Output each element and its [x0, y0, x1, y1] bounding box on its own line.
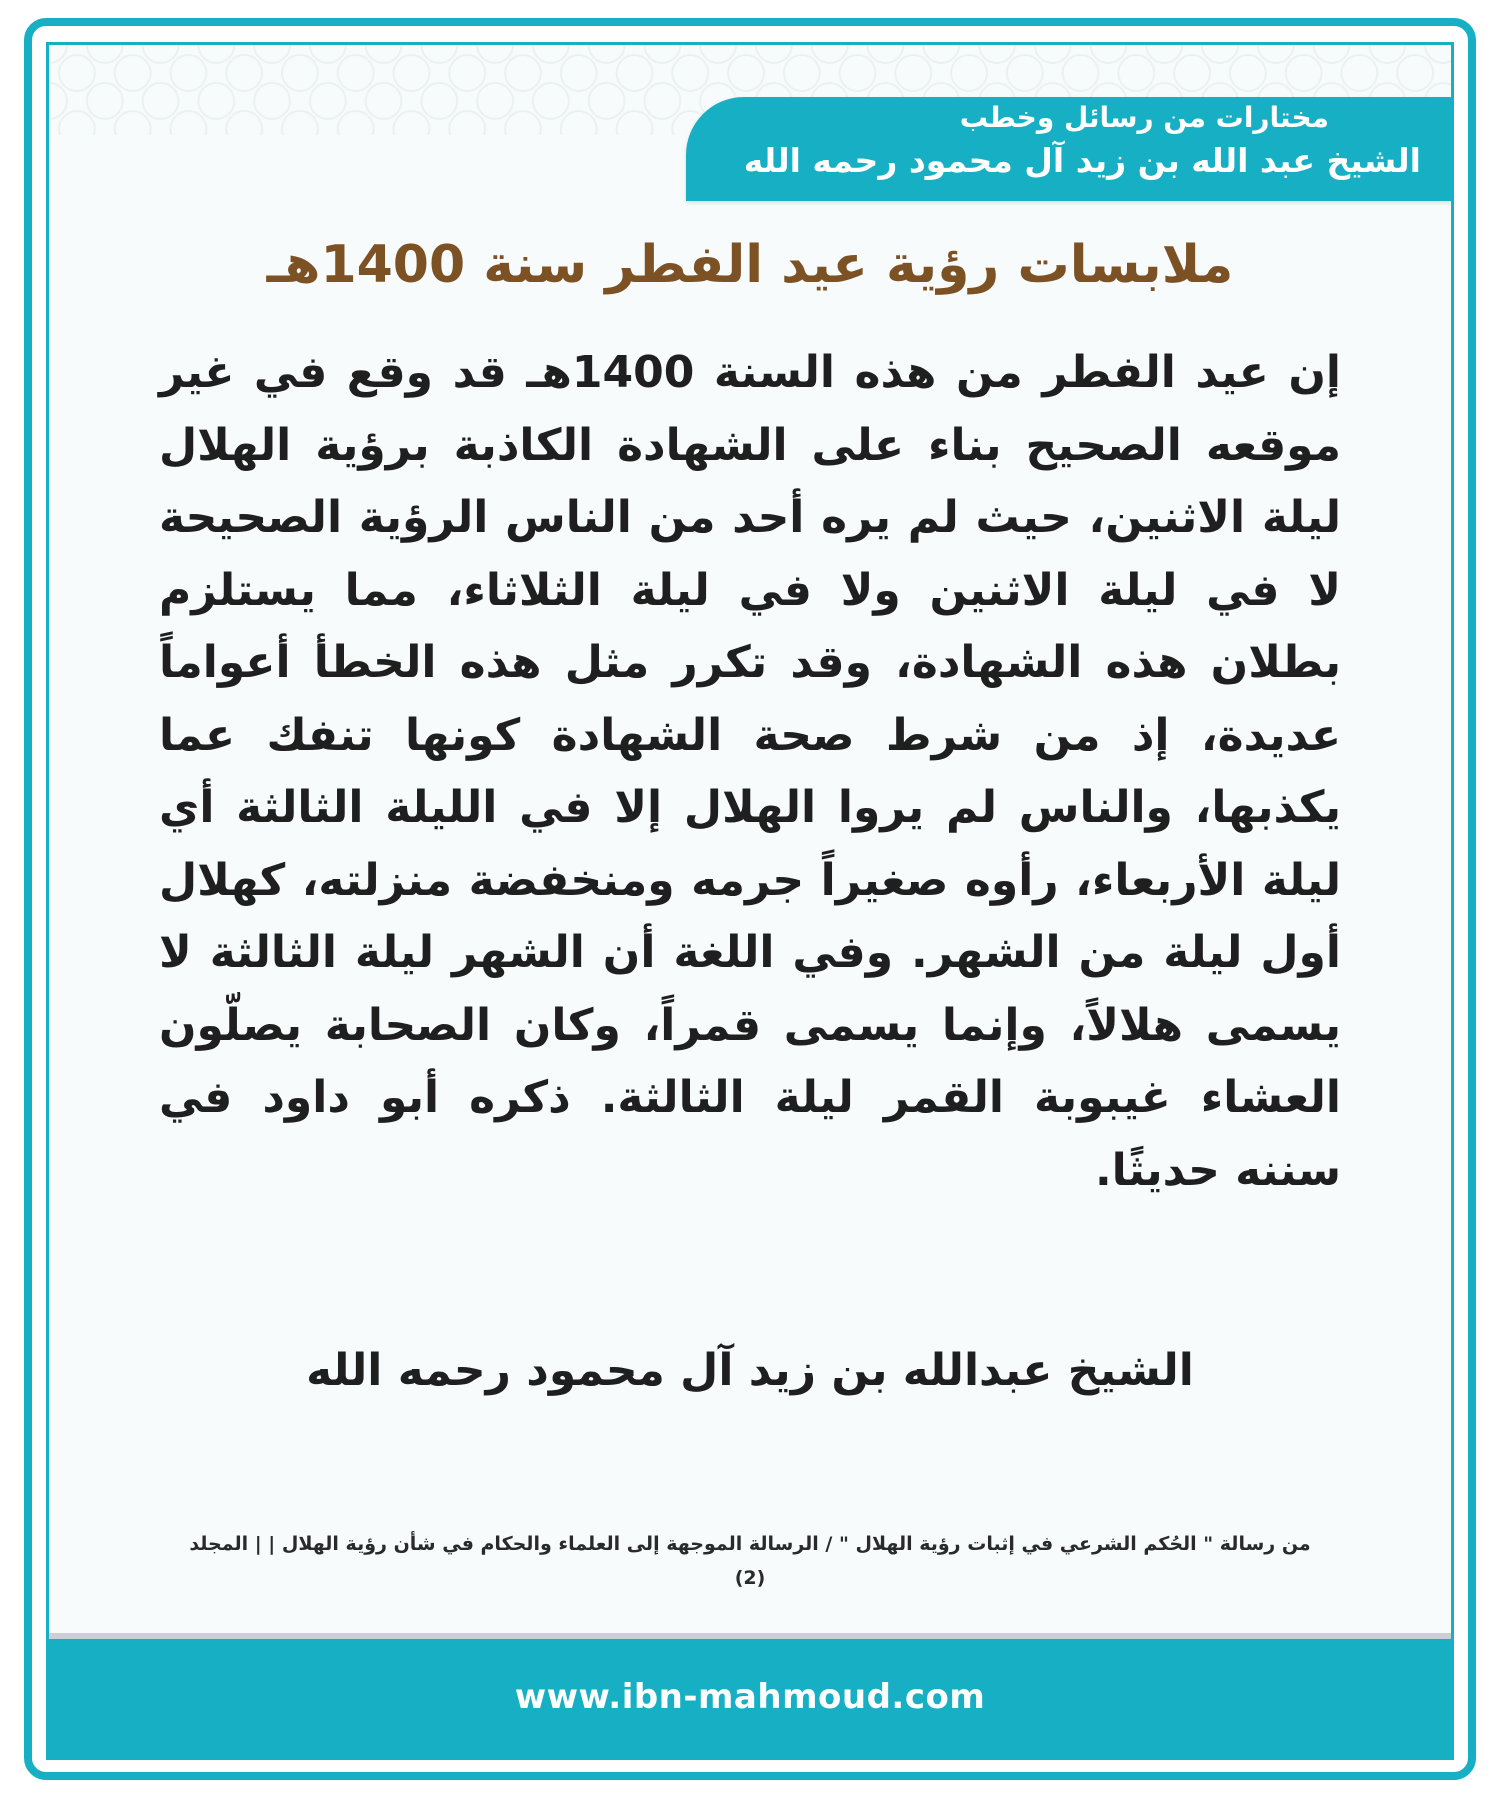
- website-link[interactable]: www.ibn-mahmoud.com: [514, 1677, 986, 1717]
- footer-band: [49, 1639, 1451, 1759]
- article-body: إن عيد الفطر من هذه السنة 1400هـ قد وقع في غير موقعه الصحيح بناء على الشهادة الكاذبة برؤية الهلال ليلة الاثنين، حيث لم يره أحد من الناس الرؤية الصحيحة لا في ليلة الاثنين ولا في ليلة الثلاثاء، مما يستلزم بطلان هذه الشهادة، وقد تكرر مثل هذه الخطأ أعواماً عديدة، إذ من شرط صحة الشهادة كونها تنفك عما يكذبها، والناس لم يروا الهلال إلا في الليلة الثالثة أي ليلة الأربعاء، رأوه صغيراً جرمه ومنخفضة منزلته، كهلال أول ليلة من الشهر. وفي اللغة أن الشهر ليلة الثالثة لا يسمى هلالاً، وإنما يسمى قمراً، وكان الصحابة يصلّون العشاء غيبوبة القمر ليلة الثالثة. ذكره أبو داود في سننه حديثًا.: [159, 347, 1341, 1196]
- card: [46, 42, 1454, 1760]
- source-citation: من رسالة " الحُكم الشرعي في إثبات رؤية الهلال " / الرسالة الموجهة إلى العلماء والحكام في شأن رؤية الهلال | | المجلد (2): [189, 1533, 1311, 1589]
- article-title: ملابسات رؤية عيد الفطر سنة 1400هـ: [266, 235, 1234, 295]
- series-title: مختارات من رسائل وخطب: [959, 101, 1329, 134]
- author-signature: الشيخ عبدالله بن زيد آل محمود رحمه الله: [306, 1345, 1194, 1396]
- header-banner: [686, 97, 1451, 201]
- series-author: الشيخ عبد الله بن زيد آل محمود رحمه الله: [743, 141, 1421, 180]
